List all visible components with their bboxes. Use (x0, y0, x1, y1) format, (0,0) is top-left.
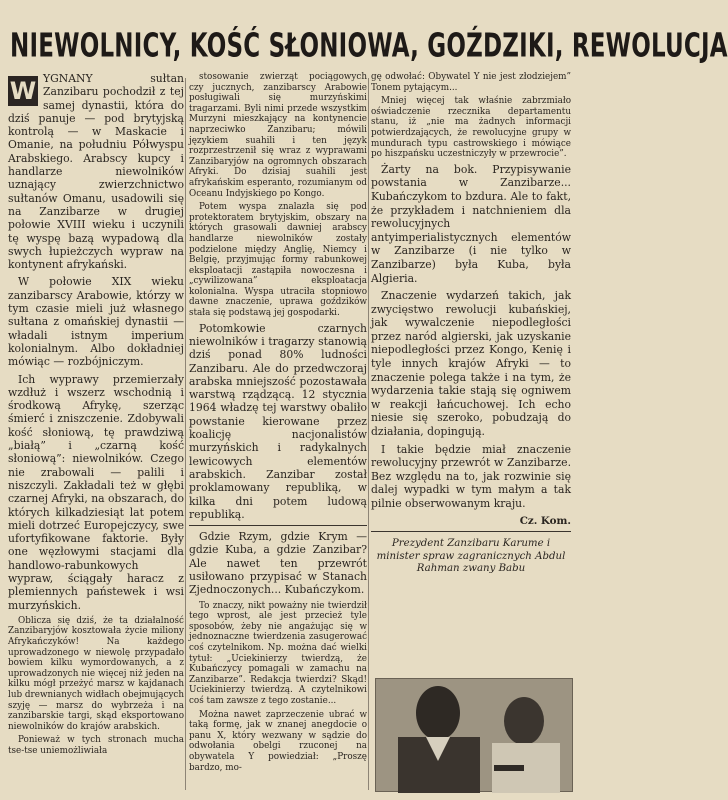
small-text (189, 72, 367, 319)
paragraph: W połowie XIX wieku zanzibarscy Arabowie, którzy w tym czasie mieli już własnego sułtana z omańskiej dynastii — władali istnym imperium kolonialnym. Albo dokładniej mówiąc — rozbójniczym. (8, 275, 184, 369)
paragraph: Ich wyprawy przemierzały wzdłuż i wszerz wschodnią i środkową Afrykę, szerząc śmierć i zniszczenie. Zdobywali kość słoniową, tę prawdziwą „białą” i „czarną kość słoniową”: niewolników. Czego nie zrabowali — palili i niszczyli. Zakładali też w głębi czarnej Afryki, na obszarach, do których kilkadziesiąt lat potem mieli dotrzeć Europejczycy, swe ufortyfikowane faktorie. Były one węzłowymi stacjami dla handlowo-rabunkowych wypraw, ściągały haracz z plemiennych państewek i wsi murzyńskich. (8, 372, 184, 612)
photo-image (376, 679, 572, 791)
paragraph: Mniej więcej tak właśnie zabrzmiało oświadczenie rzecznika departamentu stanu, iż „nie ma żadnych informacji potwierdzających, że rewolucyjne grupy w mundurach typu castrowskiego i mówiące po hiszpańsku uczestniczyły w przewrocie”. (371, 96, 571, 160)
column-divider (185, 78, 186, 790)
photo (375, 678, 573, 792)
paragraph: Gdzie Rzym, gdzie Krym — gdzie Kuba, a gdzie Zanzibar? Ale nawet ten przewrót usiłowano przypisać w Stanach Zjednoczonych... Kubańczykom. (189, 530, 367, 597)
photo-caption: Prezydent Zanzibaru Karume i minister spraw zagranicznych Abdul Rahman zwany Babu (376, 538, 566, 575)
paragraph: I takie będzie miał znaczenie rewolucyjny przewrót w Zanzibarze. Bez względu na to, jak rozwinie się dalej wypadki w tym małym a tak pilnie obserwowanym kraju. (371, 442, 571, 510)
small-text (8, 616, 184, 757)
lead-text (189, 530, 367, 596)
paragraph: Znaczenie wydarzeń takich, jak zwycięstwo rewolucji kubańskiej, jak wywalczenie niepodległości przez naród algierski, jak uzyskanie niepodległości przez Kongo, Kenię i tyle innych krajów Afryki — to znaczenie polega także i na tym, że wydarzenia takie stają się ogniwem w reakcji łańcuchowej. Ich echo niesie się szeroko, pobudzają do działania, dopingują. (371, 289, 571, 439)
small-text (371, 72, 571, 160)
lead-text (8, 72, 184, 612)
paragraph: Oblicza się dziś, że ta działalność Zanzibaryjów kosztowała życie miliony Afrykańczyków! Na każdego uprowadzonego w niewolę przypadało bowiem kilku wymordowanych, a z uprowadzonych nie więcej niż jeden na kilku mógł przeżyć marsz w kajdanach lub drewnianych widłach obejmujących szyję — marsz do wybrzeża i na zanzibarskie targi, skąd eksportowano niewolników do krajów arabskich. (8, 615, 185, 732)
author-signature: Cz. Kom. (519, 514, 571, 527)
paragraph: Żarty na bok. Przypisywanie powstania w Zanzibarze... Kubańczykom to bzdura. Ale to fakt, że przykładem i natchnieniem dla rewolucyjnych antyimperialistycznych elementów w Zanzibarze (i nie tylko w Zanzibarze) była Kuba, była Algieria. (371, 162, 571, 285)
paragraph: To znaczy, nikt poważny nie twierdził tego wprost, ale jest przecież tyle sposobów, żeby nie angażując się w jednoznaczne twierdzenia zasugerować coś czytelnikom. Np. można dać wielki tytuł: „Uciekinierzy twierdzą, że Kubańczycy pomagali w zamachu na Zanzibarze”. Redakcja twierdzi? Skąd! Uciekinierzy twierdzą. A czytelnikowi coś tam zawsze z tego zostanie... (189, 600, 367, 706)
paragraph: YGNANY sułtan Zanzibaru pochodził z tej samej dynastii, która do dziś panuje — pod brytyjską kontrolą — w Maskacie i Omanie, na południu Półwyspu Arabskiego. Arabscy kupcy i handlarze niewolników uznający zwierzchnictwo sułtanów Omanu, usadowili się na Zanzibarze w drugiej połowie XVIII wieku i uczynili tę wyspę bazą wypadową dla swych łupieżczych wypraw na kontynent afrykański. (8, 72, 184, 272)
paragraph: Można nawet zaprzeczenie ubrać w taką formę, jak w znanej anegdocie o panu X, który wezwany w sądzie do odwołania obelgi rzuconej na obywatela Y powiedział: „Proszę bardzo, mo- (189, 709, 367, 773)
drop-cap: W (9, 77, 37, 105)
paragraph: Potomkowie czarnych niewolników i tragarzy stanowią dziś ponad 80% ludności Zanzibaru. Ale do przedwczoraj arabska mniejszość pozostawała warstwą rządzącą. 12 stycznia 1964 władzę tej warstwy obaliło powstanie kierowane przez koalicję nacjonalistów murzyńskich i radykalnych lewicowych elementów arabskich. Zanzibar został proklamowany republiką, w kilka dni potem ludową republiką. (189, 321, 367, 521)
paragraph: Potem wyspa znalazła się pod protektoratem brytyjskim, obszary na których grasowali dawniej arabscy handlarze niewolników zostały podzielone między Anglię, Niemcy i Belgię, przyjmując formy rabunkowej eksploatacji zastąpiła nowoczesna i „cywilizowana” eksploatacja kolonialna. Wyspa utraciła stopniowo dawne znaczenie, uprawa goździków stała się podstawą jej gospodarki. (189, 202, 367, 319)
column-1 (8, 72, 184, 794)
column-divider (368, 78, 369, 790)
column-2 (189, 72, 367, 794)
lead-text (371, 163, 571, 511)
paragraph: gę odwołać: Obywatel Y nie jest złodziejem” Tonem pytającym... (371, 72, 571, 93)
divider (189, 525, 367, 526)
divider (371, 531, 571, 532)
paragraph: stosowanie zwierząt pociągowych czy jucznych, zanzibarscy Arabowie posługiwali się murzyńskimi tragarzami. Byli nimi przede wszystkim Murzyni mieszkający na kontynencie naprzeciwko Zanzibaru; mówili językiem suahili i ten język rozprzestrzenił się wraz z wyprawami Zanzibaryjów na ogromnych obszarach Afryki. Do dzisiaj suahili jest afrykańskim esperanto, rozumianym od Oceanu Indyjskiego po Kongo. (189, 72, 367, 199)
headline: NIEWOLNICY, KOŚĆ SŁONIOWA, GOŹDZIKI, REWOLUCJA (10, 27, 728, 65)
paragraph: Ponieważ w tych stronach mucha tse-tse uniemożliwiała (8, 735, 184, 756)
small-text (189, 601, 367, 774)
lead-text (189, 322, 367, 521)
